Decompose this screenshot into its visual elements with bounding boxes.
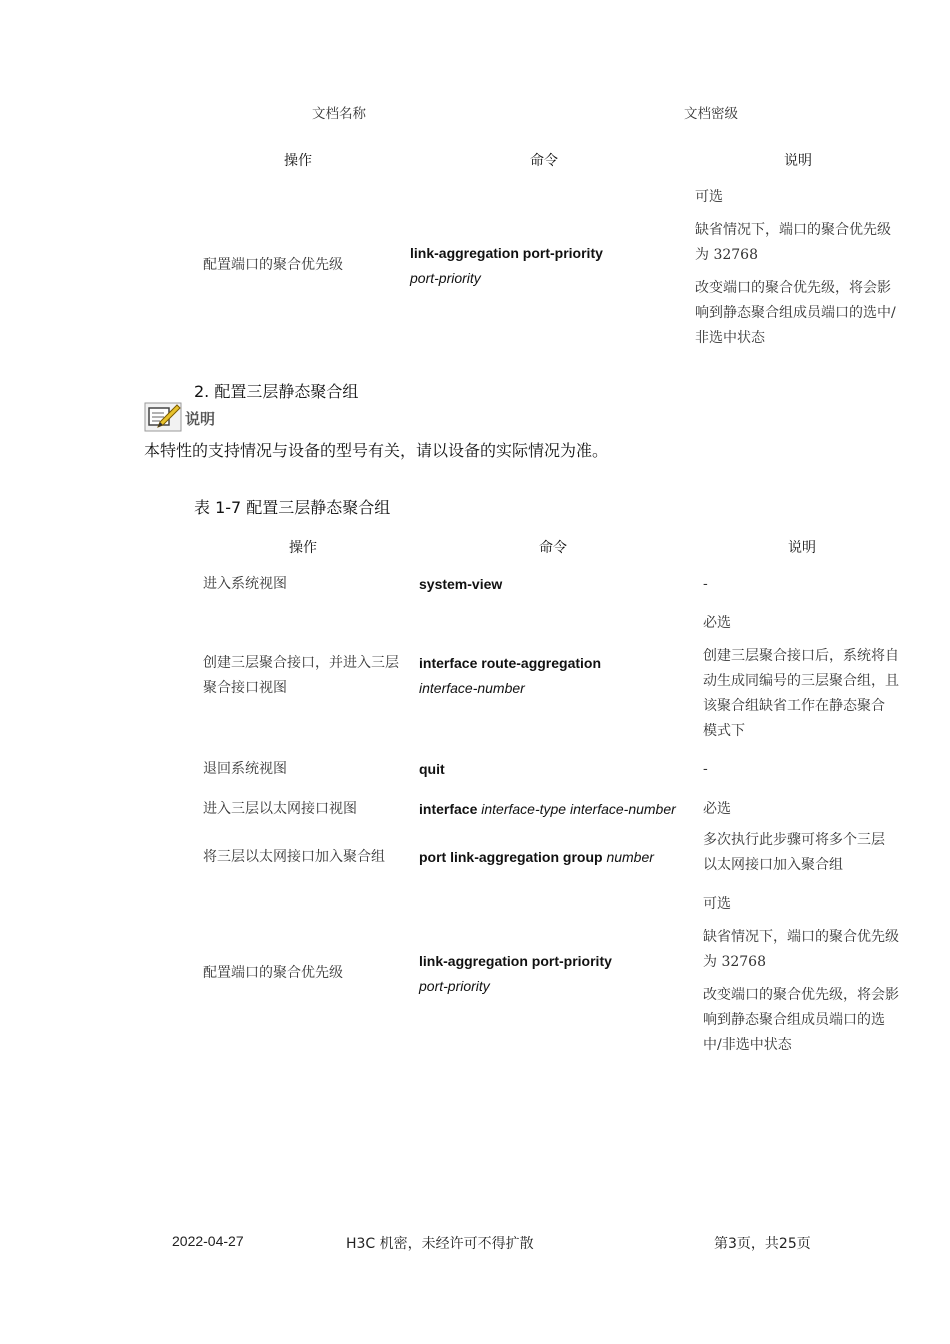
table-header-desc: 说明 bbox=[788, 540, 816, 556]
footer-page: 第3页，共25页 bbox=[714, 1236, 811, 1252]
cmd-bold: system-view bbox=[419, 576, 503, 592]
cmd-bold: interface bbox=[419, 801, 478, 817]
cmd-bold: port link-aggregation group bbox=[419, 849, 603, 865]
footer-date: 2022-04-27 bbox=[172, 1233, 244, 1249]
table-row-cmd bbox=[419, 845, 654, 870]
table-row-desc: - bbox=[703, 761, 708, 777]
table-row-desc: 必选 bbox=[703, 801, 731, 817]
table-row-desc bbox=[703, 611, 913, 744]
cmd-italic: number bbox=[606, 849, 654, 865]
top-table-header-desc: 说明 bbox=[784, 153, 812, 169]
table-row-cmd bbox=[419, 949, 612, 999]
table-header-cmd: 命令 bbox=[539, 540, 567, 556]
table-row-cmd bbox=[419, 651, 601, 701]
desc-part: 可选 bbox=[703, 896, 731, 912]
top-row-desc-3: 改变端口的聚合优先级，将会影 响到静态聚合组成员端口的选中/ 非选中状态 bbox=[695, 280, 896, 346]
footer-confidential: H3C 机密，未经许可不得扩散 bbox=[346, 1236, 534, 1252]
top-table-header-cmd: 命令 bbox=[530, 153, 558, 169]
cmd-italic: interface-type interface-number bbox=[481, 801, 676, 817]
note-label: 说明 bbox=[185, 410, 216, 428]
top-table-header-op: 操作 bbox=[284, 153, 312, 169]
table-row-op: 进入系统视图 bbox=[203, 576, 287, 592]
table-row-op: 配置端口的聚合优先级 bbox=[203, 965, 343, 981]
top-row-op: 配置端口的聚合优先级 bbox=[203, 257, 343, 273]
note-icon bbox=[144, 402, 218, 432]
table-row-cmd bbox=[419, 797, 676, 822]
table-header-op: 操作 bbox=[289, 540, 317, 556]
table-row-desc: 多次执行此步骤可将多个三层 以太网接口加入聚合组 bbox=[703, 832, 885, 873]
top-row-desc bbox=[695, 185, 905, 351]
note-text: 本特性的支持情况与设备的型号有关，请以设备的实际情况为准。 bbox=[144, 441, 609, 460]
table-row-op: 创建三层聚合接口，并进入三层 聚合接口视图 bbox=[203, 655, 399, 696]
table-row-op: 进入三层以太网接口视图 bbox=[203, 801, 357, 817]
table-row-op: 将三层以太网接口加入聚合组 bbox=[203, 849, 385, 865]
cmd-bold: quit bbox=[419, 761, 445, 777]
top-row-desc-1: 可选 bbox=[695, 189, 723, 205]
section-heading: 2. 配置三层静态聚合组 bbox=[194, 382, 359, 401]
top-row-cmd-bold: link-aggregation port-priority bbox=[410, 245, 603, 261]
doc-name: 文档名称 bbox=[312, 106, 366, 122]
table-row-desc: - bbox=[703, 576, 708, 592]
top-row-cmd bbox=[410, 241, 603, 291]
table-row-op: 退回系统视图 bbox=[203, 761, 287, 777]
table-row-desc bbox=[703, 892, 913, 1058]
desc-part: 改变端口的聚合优先级，将会影 响到静态聚合组成员端口的选 中/非选中状态 bbox=[703, 987, 899, 1053]
desc-part: 缺省情况下，端口的聚合优先级 为 32768 bbox=[703, 929, 899, 970]
table-caption: 表 1-7 配置三层静态聚合组 bbox=[194, 498, 391, 517]
desc-part: 创建三层聚合接口后，系统将自 动生成同编号的三层聚合组，且 该聚合组缺省工作在静态聚合 模式下 bbox=[703, 648, 899, 739]
cmd-bold: interface route-aggregation bbox=[419, 655, 602, 671]
top-row-desc-2: 缺省情况下，端口的聚合优先级 为 32768 bbox=[695, 222, 891, 263]
top-row-cmd-italic: port-priority bbox=[410, 270, 481, 286]
doc-level: 文档密级 bbox=[684, 106, 738, 122]
table-row-cmd bbox=[419, 757, 445, 782]
cmd-italic: interface-number bbox=[419, 680, 525, 696]
cmd-italic: port-priority bbox=[419, 978, 490, 994]
cmd-bold: link-aggregation port-priority bbox=[419, 953, 612, 969]
desc-part: 必选 bbox=[703, 615, 731, 631]
table-row-cmd bbox=[419, 572, 502, 597]
